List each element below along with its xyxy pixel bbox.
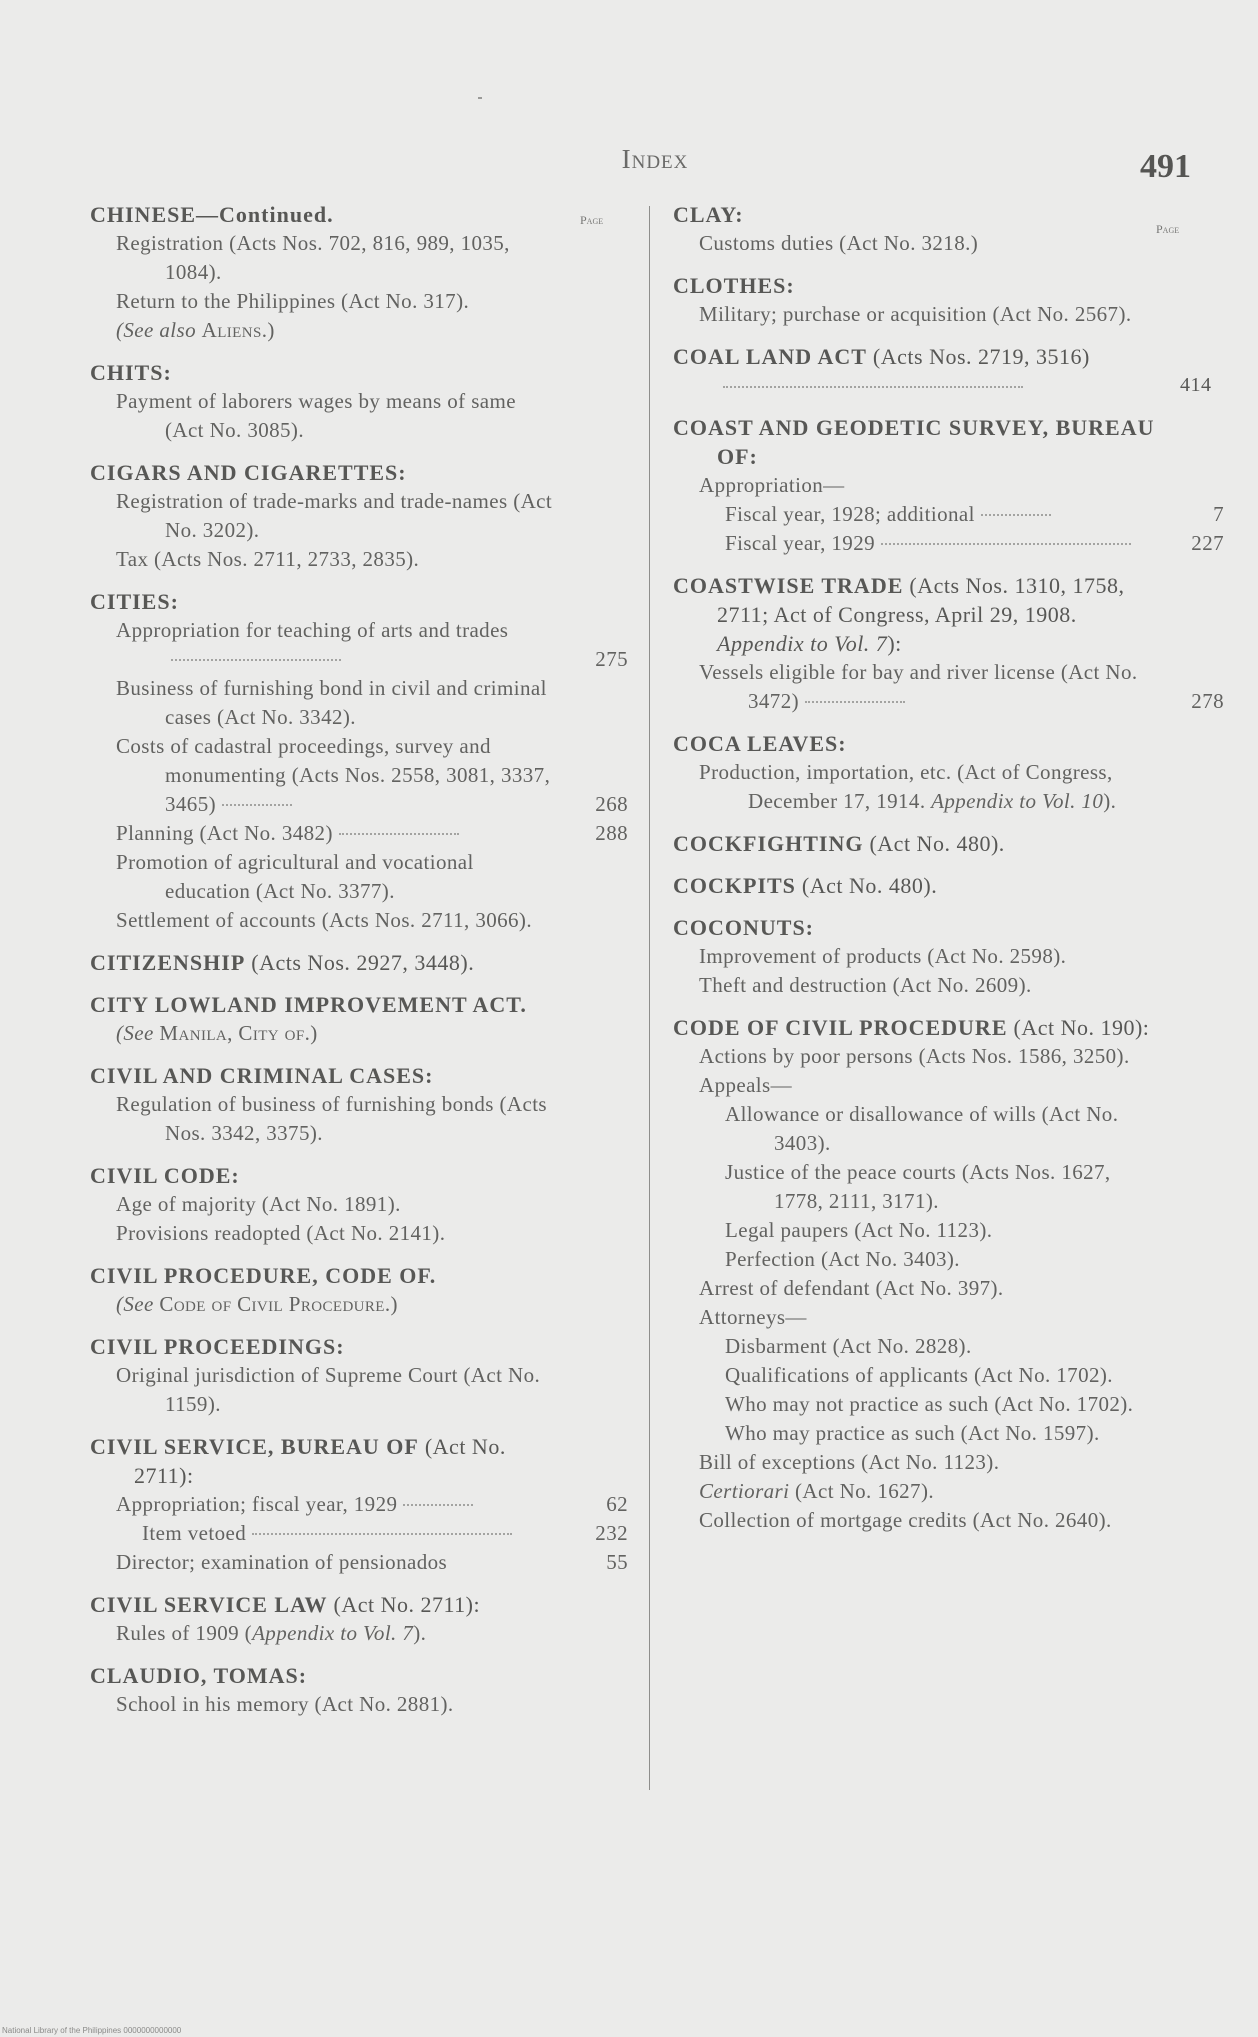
subentry: Registration of trade-marks and trade-names (Act No. 3202). [116, 489, 553, 542]
dot-leader [171, 659, 341, 661]
entry-heading: CLAUDIO, TOMAS: [90, 1663, 308, 1688]
subentry: Actions by poor persons (Acts Nos. 1586, 3250). [699, 1044, 1130, 1068]
subentry: Vessels eligible for bay and river license (Act No. 3472) 278 [673, 658, 1156, 716]
running-head: Index [621, 144, 689, 174]
entry-heading: COASTWISE TRADE (Acts Nos. 1310, 1758, 2711; Act of Congress, April 29, 1908. Appendix to Vol. 7): [673, 573, 1125, 656]
index-entry-civil-procedure [90, 1261, 630, 1319]
right-column [673, 200, 1226, 1548]
index-entry-civil-criminal-cases [90, 1061, 630, 1148]
entry-heading: CIGARS AND CIGARETTES: [90, 460, 407, 485]
index-entry-civil-proceedings [90, 1332, 630, 1419]
subentry: Settlement of accounts (Acts Nos. 2711, 3066). [116, 908, 532, 932]
index-entry-clay [673, 200, 1226, 258]
index-entry-code-civil-procedure [673, 1013, 1226, 1535]
index-entry-civil-service-bureau [90, 1432, 630, 1577]
entry-heading: CITIES: [90, 589, 179, 614]
page-ref: 227 [1191, 531, 1224, 555]
page-ref: 288 [595, 821, 628, 845]
subentry: Production, importation, etc. (Act of Congress, December 17, 1914. Appendix to Vol. 10). [699, 760, 1117, 813]
subentry: Perfection (Act No. 3403). [725, 1247, 960, 1271]
entry-heading: CIVIL SERVICE LAW (Act No. 2711): [90, 1592, 481, 1617]
entry-heading: COCKPITS (Act No. 480). [673, 873, 938, 898]
page-ref: 275 [595, 647, 628, 671]
subentry: Payment of laborers wages by means of same (Act No. 3085). [116, 389, 516, 442]
subentry: Collection of mortgage credits (Act No. 2640). [699, 1508, 1112, 1532]
index-entry-chits [90, 358, 630, 445]
index-entry-coal-land-act [673, 342, 1226, 400]
subentry: Fiscal year, 1929 227 [673, 529, 1156, 558]
subentry: Legal paupers (Act No. 1123). [725, 1218, 993, 1242]
subentry: Costs of cadastral proceedings, survey and monumenting (Acts Nos. 2558, 3081, 3337, 3465) 268 [90, 732, 560, 819]
subentry: Tax (Acts Nos. 2711, 2733, 2835). [116, 547, 420, 571]
entry-heading: COCA LEAVES: [673, 731, 847, 756]
subentry: Who may practice as such (Act No. 1597). [725, 1421, 1100, 1445]
entry-heading: CLOTHES: [673, 273, 795, 298]
subentry: Return to the Philippines (Act No. 317). [116, 289, 470, 313]
page-number: 491 [1140, 148, 1191, 185]
subentry: Improvement of products (Act No. 2598). [699, 944, 1067, 968]
entry-heading: CHINESE—Continued. [90, 202, 334, 227]
entry-heading: CODE OF CIVIL PROCEDURE (Act No. 190): [673, 1015, 1150, 1040]
subentry: Registration (Acts Nos. 702, 816, 989, 1035, 1084). [116, 231, 510, 284]
subentry: School in his memory (Act No. 2881). [116, 1692, 454, 1716]
page-ref: 232 [595, 1521, 628, 1545]
ink-speck [478, 97, 482, 99]
subentry: Original jurisdiction of Supreme Court (Act No. 1159). [116, 1363, 541, 1416]
dot-leader [252, 1533, 512, 1535]
subentry: Customs duties (Act No. 3218.) [699, 231, 979, 255]
index-entry-cigars [90, 458, 630, 574]
entry-heading: CIVIL PROCEEDINGS: [90, 1334, 345, 1359]
entry-heading: CIVIL CODE: [90, 1163, 240, 1188]
subentry: Director; examination of pensionados 55 [90, 1548, 560, 1577]
index-entry-coastwise-trade [673, 571, 1226, 716]
index-entry-cities [90, 587, 630, 935]
page-ref: 62 [606, 1492, 628, 1516]
entry-heading: CIVIL AND CRIMINAL CASES: [90, 1063, 434, 1088]
dot-leader [981, 514, 1051, 516]
page-ref: 278 [1191, 689, 1224, 713]
page-column-label-right: Page [1156, 222, 1180, 236]
index-entry-claudio [90, 1661, 630, 1719]
index-entry-civil-code [90, 1161, 630, 1248]
subentry: Rules of 1909 (Appendix to Vol. 7). [116, 1621, 427, 1645]
entry-heading: CITY LOWLAND IMPROVEMENT ACT. [90, 992, 527, 1017]
dot-leader [805, 701, 905, 703]
page-ref: 55 [606, 1550, 628, 1574]
index-entry-chinese [90, 200, 630, 345]
index-entry-cockpits [673, 871, 1226, 900]
index-entry-clothes [673, 271, 1226, 329]
subentry: Business of furnishing bond in civil and criminal cases (Act No. 3342). [116, 676, 547, 729]
page-ref: 7 [1213, 502, 1224, 526]
entry-heading: CLAY: [673, 202, 744, 227]
subentry: Appeals— [699, 1073, 793, 1097]
subentry: Regulation of business of furnishing bonds (Acts Nos. 3342, 3375). [116, 1092, 547, 1145]
subentry: Who may not practice as such (Act No. 1702). [725, 1392, 1134, 1416]
entry-heading: CHITS: [90, 360, 172, 385]
subentry: Bill of exceptions (Act No. 1123). [699, 1450, 1000, 1474]
subentry: Item vetoed 232 [90, 1519, 560, 1548]
digitization-credit: National Library of the Philippines 0000000000000 [2, 2026, 182, 2035]
subentry: Planning (Act No. 3482) 288 [90, 819, 560, 848]
page-column-label-left: Page [580, 213, 604, 227]
subentry: Justice of the peace courts (Acts Nos. 1627, 1778, 2111, 3171). [725, 1160, 1111, 1213]
index-entry-civil-service-law [90, 1590, 630, 1648]
index-entry-coast-geodetic [673, 413, 1226, 558]
index-entry-coconuts [673, 913, 1226, 1000]
subentry: Attorneys— [699, 1305, 807, 1329]
cross-reference: (See Manila, City of.) [116, 1021, 318, 1045]
entry-heading: CITIZENSHIP (Acts Nos. 2927, 3448). [90, 950, 475, 975]
page-ref: 268 [595, 792, 628, 816]
entry-heading: CIVIL SERVICE, BUREAU OF (Act No. 2711): [90, 1434, 506, 1488]
entry-heading: COCKFIGHTING (Act No. 480). [673, 831, 1005, 856]
index-entry-city-lowland [90, 990, 630, 1048]
index-entry-citizenship [90, 948, 630, 977]
left-column [90, 200, 630, 1732]
dot-leader [723, 386, 1023, 388]
subentry: Appropriation; fiscal year, 1929 62 [90, 1490, 560, 1519]
index-entry-cockfighting [673, 829, 1226, 858]
column-divider [649, 206, 650, 1790]
cross-reference: (See Code of Civil Procedure.) [116, 1292, 398, 1316]
subentry: Certiorari (Act No. 1627). [699, 1479, 934, 1503]
entry-heading: CIVIL PROCEDURE, CODE OF. [90, 1263, 437, 1288]
entry-heading: COAST AND GEODETIC SURVEY, BUREAU OF: [673, 415, 1155, 469]
subentry: Qualifications of applicants (Act No. 1702). [725, 1363, 1113, 1387]
subentry: Fiscal year, 1928; additional 7 [673, 500, 1156, 529]
subentry: Provisions readopted (Act No. 2141). [116, 1221, 446, 1245]
subentry: Disbarment (Act No. 2828). [725, 1334, 972, 1358]
subentry: Military; purchase or acquisition (Act No. 2567). [699, 302, 1132, 326]
index-entry-coca-leaves [673, 729, 1226, 816]
subentry: Appropriation— [699, 473, 845, 497]
dot-leader [881, 543, 1131, 545]
subentry: Age of majority (Act No. 1891). [116, 1192, 401, 1216]
entry-heading: COCONUTS: [673, 915, 815, 940]
subentry: Promotion of agricultural and vocational education (Act No. 3377). [116, 850, 474, 903]
subentry: Theft and destruction (Act No. 2609). [699, 973, 1032, 997]
entry-heading: COAL LAND ACT (Acts Nos. 2719, 3516) 414 [673, 344, 1212, 396]
subentry: Allowance or disallowance of wills (Act No. 3403). [725, 1102, 1119, 1155]
dot-leader [403, 1504, 473, 1506]
dot-leader [339, 833, 459, 835]
subentry: Appropriation for teaching of arts and trades 275 [90, 616, 560, 674]
cross-reference: (See also Aliens.) [116, 318, 275, 342]
dot-leader [222, 804, 292, 806]
subentry: Arrest of defendant (Act No. 397). [699, 1276, 1004, 1300]
